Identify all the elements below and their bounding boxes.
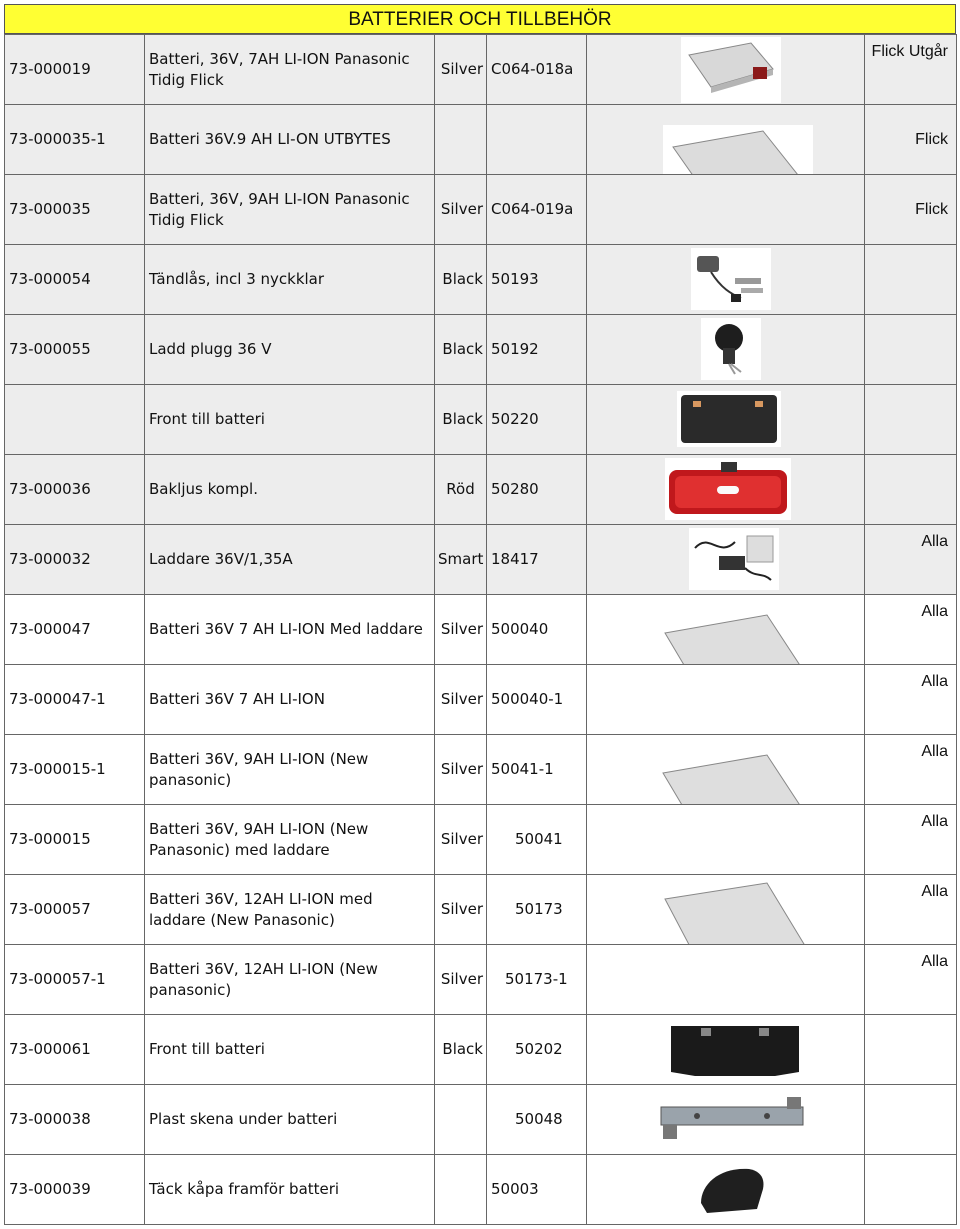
part-number: 73-000035 [5,175,145,245]
part-number: 73-000038 [5,1085,145,1155]
table-row [5,1015,957,1085]
part-note: Alla [921,533,948,550]
part-color: Silver [435,875,487,945]
part-number: 73-000057-1 [5,945,145,1015]
table-row [5,105,957,175]
part-code: 500040 [487,595,587,665]
part-note: Flick [915,131,948,148]
part-code: 50173-1 [487,945,587,1015]
part-note: Alla [921,743,948,760]
part-color: Smart [435,525,487,595]
battery-front-icon [677,391,781,447]
part-code: 18417 [487,525,587,595]
part-color: Black [435,315,487,385]
part-description: Batteri 36V.9 AH LI-ON UTBYTES [145,105,435,175]
part-note: Alla [921,603,948,620]
part-code [487,105,587,175]
part-description: Plast skena under batteri [145,1085,435,1155]
charge-plug-icon [701,318,761,380]
part-color: Silver [435,805,487,875]
table-row [5,1085,957,1155]
rear-light-icon [665,458,791,520]
part-number: 73-000047 [5,595,145,665]
part-code: 500040-1 [487,665,587,735]
part-color: Black [435,245,487,315]
part-color: Silver [435,665,487,735]
parts-table [4,34,957,1225]
part-description: Täck kåpa framför batteri [145,1155,435,1225]
table-row [5,1155,957,1225]
part-note: Alla [921,673,948,690]
part-description: Batteri 36V, 12AH LI-ION med laddare (New Panasonic) [145,875,435,945]
battery-icon [681,37,781,103]
rail-icon [657,1093,807,1143]
part-description: Bakljus kompl. [145,455,435,525]
charger-icon [689,528,779,590]
table-row [5,455,957,525]
part-code: 50192 [487,315,587,385]
table-row [5,385,957,455]
part-color: Black [435,385,487,455]
part-number: 73-000036 [5,455,145,525]
part-number: 73-000019 [5,35,145,105]
table-row [5,875,957,945]
part-code: 50173 [487,875,587,945]
part-color [435,1085,487,1155]
part-number: 73-000054 [5,245,145,315]
part-description: Ladd plugg 36 V [145,315,435,385]
part-note: Flick [915,201,948,218]
part-description: Batteri 36V, 9AH LI-ION (New Panasonic) med laddare [145,805,435,875]
part-color [435,105,487,175]
part-code: 50202 [487,1015,587,1085]
part-note: Alla [921,953,948,970]
table-row [5,665,957,735]
table-row [5,175,957,245]
part-number: 73-000055 [5,315,145,385]
part-description: Batteri 36V, 12AH LI-ION (New panasonic) [145,945,435,1015]
part-code: C064-019a [487,175,587,245]
part-description: Batteri 36V 7 AH LI-ION Med laddare [145,595,435,665]
part-color: Silver [435,735,487,805]
part-code: 50220 [487,385,587,455]
table-row [5,805,957,875]
part-description: Tändlås, incl 3 nyckklar [145,245,435,315]
part-color: Silver [435,175,487,245]
part-description: Front till batteri [145,385,435,455]
part-description: Front till batteri [145,1015,435,1085]
table-row [5,35,957,105]
price-sheet [4,4,956,1225]
part-color: Silver [435,945,487,1015]
ignition-lock-icon [691,248,771,310]
part-note: Alla [921,813,948,830]
part-color [435,1155,487,1225]
table-row [5,945,957,1015]
cover-cap-icon [691,1159,771,1219]
table-row [5,525,957,595]
part-number: 73-000057 [5,875,145,945]
part-code: 50280 [487,455,587,525]
part-description: Batteri 36V, 9AH LI-ION (New panasonic) [145,735,435,805]
part-code: C064-018a [487,35,587,105]
battery-icon [655,751,819,805]
part-description: Batteri, 36V, 9AH LI-ION Panasonic Tidig Flick [145,175,435,245]
sheet-title: BATTERIER OCH TILLBEHÖR [4,4,956,34]
part-number: 73-000015-1 [5,735,145,805]
part-code: 50193 [487,245,587,315]
part-description: Laddare 36V/1,35A [145,525,435,595]
part-description: Batteri 36V 7 AH LI-ION [145,665,435,735]
part-number: 73-000032 [5,525,145,595]
part-color: Black [435,1015,487,1085]
part-note: Flick Utgår [871,43,948,60]
battery-icon [657,611,817,665]
table-row [5,315,957,385]
part-color: Röd [435,455,487,525]
part-number: 73-000047-1 [5,665,145,735]
part-description: Batteri, 36V, 7AH LI-ION Panasonic Tidig Flick [145,35,435,105]
part-code: 50041-1 [487,735,587,805]
battery-icon [663,125,813,175]
battery-front-plate-icon [665,1018,805,1080]
table-row [5,735,957,805]
part-number: 73-000015 [5,805,145,875]
part-code: 50003 [487,1155,587,1225]
table-row [5,245,957,315]
part-note: Alla [921,883,948,900]
part-number: 73-000039 [5,1155,145,1225]
part-code: 50048 [487,1085,587,1155]
part-color: Silver [435,35,487,105]
part-number [5,385,145,455]
part-color: Silver [435,595,487,665]
battery-icon [657,879,817,945]
part-number: 73-000035-1 [5,105,145,175]
table-row [5,595,957,665]
part-code: 50041 [487,805,587,875]
part-number: 73-000061 [5,1015,145,1085]
